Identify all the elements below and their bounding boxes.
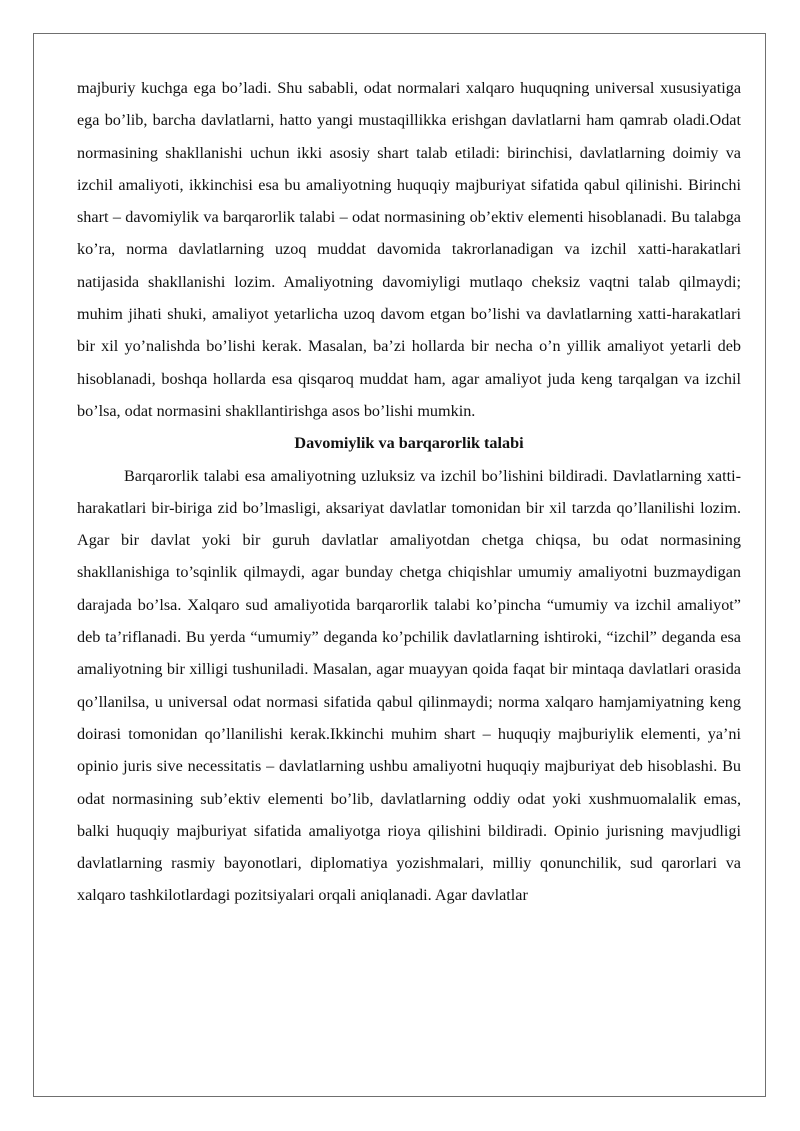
paragraph-1: majburiy kuchga ega bo’ladi. Shu sababli, odat normalari xalqaro huquqning universal xususiyatiga ega bo’lib, barcha davlatlarni, hatto yangi mustaqillikka erishgan davlatlarni ham qamrab oladi.Odat normasining shakllanishi uchun ikki asosiy shart talab etiladi: birinchisi, davlatlarning doimiy va izchil amaliyoti, ikkinchisi esa bu amaliyotning huquqiy majburiyat sifatida qabul qilinishi. Birinchi shart – davomiylik va barqarorlik talabi – odat normasining ob’ektiv elementi hisoblanadi. Bu talabga ko’ra, norma davlatlarning uzoq muddat davomida takrorlanadigan va izchil xatti-harakatlari natijasida shakllanishi lozim. Amaliyotning davomiyligi mutlaqo cheksiz vaqtni talab qilmaydi; muhim jihati shuki, amaliyot yetarlicha uzoq davom etgan bo’lishi va davlatlarning xatti-harakatlari bir xil yo’nalishda bo’lishi kerak. Masalan, ba’zi hollarda bir necha o’n yillik amaliyot yetarli deb hisoblanadi, boshqa hollarda esa qisqaroq muddat ham, agar amaliyot juda keng tarqalgan va izchil bo’lsa, odat normasini shakllantirishga asos bo’lishi mumkin. [77, 79, 741, 420]
section-heading: Davomiylik va barqarorlik talabi [294, 434, 524, 453]
document-body [77, 72, 741, 912]
paragraph-2: Barqarorlik talabi esa amaliyotning uzluksiz va izchil bo’lishini bildiradi. Davlatlarning xatti-harakatlari bir-biriga zid bo’lmasligi, aksariyat davlatlar tomonidan bir xil tarzda qo’llanilishi lozim. Agar bir davlat yoki bir guruh davlatlar amaliyotdan chetga chiqsa, bu odat normasining shakllanishiga to’sqinlik qilmaydi, agar bunday chetga chiqishlar umumiy amaliyotni buzmaydigan darajada bo’lsa. Xalqaro sud amaliyotida barqarorlik talabi ko’pincha “umumiy va izchil amaliyot” deb ta’riflanadi. Bu yerda “umumiy” deganda ko’pchilik davlatlarning ishtiroki, “izchil” deganda esa amaliyotning bir xilligi tushuniladi. Masalan, agar muayyan qoida faqat bir mintaqa davlatlari orasida qo’llanilsa, u universal odat normasi sifatida qabul qilinmaydi; norma xalqaro hamjamiyatning keng doirasi tomonidan qo’llanilishi kerak.Ikkinchi muhim shart – huquqiy majburiylik elementi, ya’ni opinio juris sive necessitatis – davlatlarning ushbu amaliyotni huquqiy majburiyat deb hisoblashi. Bu odat normasining sub’ektiv elementi bo’lib, davlatlarning oddiy odat yoki xushmuomalalik emas, balki huquqiy majburiyat sifatida amaliyotga rioya qilishini bildiradi. Opinio jurisning mavjudligi davlatlarning rasmiy bayonotlari, diplomatiya yozishmalari, milliy qonunchilik, sud qarorlari va xalqaro tashkilotlardagi pozitsiyalari orqali aniqlanadi. Agar davlatlar [77, 466, 741, 905]
